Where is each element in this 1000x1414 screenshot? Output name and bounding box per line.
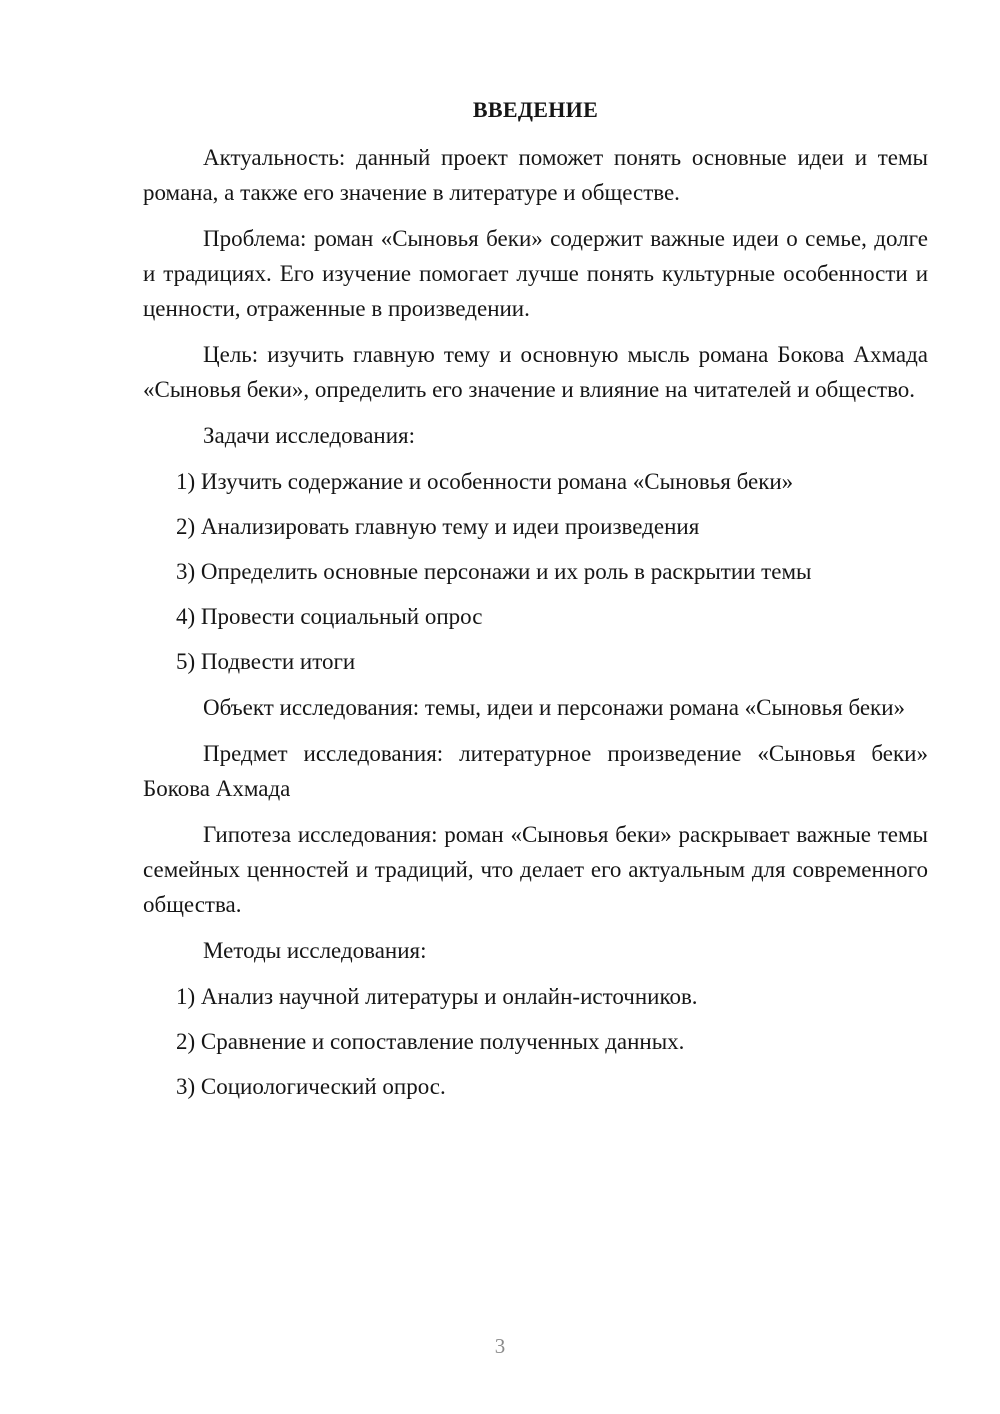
- tasks-heading: Задачи исследования:: [203, 423, 416, 448]
- method-item: 3) Социологический опрос.: [176, 1074, 446, 1099]
- subject-paragraph: Предмет исследования: литературное произведение «Сыновья беки» Бокова Ахмада: [143, 741, 928, 801]
- page-content: [143, 94, 928, 1115]
- page-number: 3: [494, 1334, 506, 1358]
- task-item: 5) Подвести итоги: [176, 649, 356, 674]
- task-item: 4) Провести социальный опрос: [176, 604, 483, 629]
- method-item: 1) Анализ научной литературы и онлайн-источников.: [176, 984, 698, 1009]
- hypothesis-paragraph: Гипотеза исследования: роман «Сыновья беки» раскрывает важные темы семейных ценностей и традиций, что делает его актуальным для современного общества.: [143, 822, 928, 917]
- tasks-list: [143, 464, 928, 679]
- methods-heading: Методы исследования:: [203, 938, 427, 963]
- methods-list: [143, 979, 928, 1104]
- goal-paragraph: Цель: изучить главную тему и основную мысль романа Бокова Ахмада «Сыновья беки», определить его значение и влияние на читателей и общество.: [143, 342, 928, 402]
- problem-paragraph: Проблема: роман «Сыновья беки» содержит важные идеи о семье, долге и традициях. Его изучение помогает лучше понять культурные особенности и ценности, отраженные в произведении.: [143, 226, 928, 321]
- object-paragraph: Объект исследования: темы, идеи и персонажи романа «Сыновья беки»: [203, 695, 906, 720]
- task-item: 1) Изучить содержание и особенности романа «Сыновья беки»: [176, 469, 794, 494]
- task-item: 3) Определить основные персонажи и их роль в раскрытии темы: [176, 559, 812, 584]
- method-item: 2) Сравнение и сопоставление полученных данных.: [176, 1029, 685, 1054]
- task-item: 2) Анализировать главную тему и идеи произведения: [176, 514, 700, 539]
- section-title: ВВЕДЕНИЕ: [472, 97, 599, 122]
- relevance-paragraph: Актуальность: данный проект поможет понять основные идеи и темы романа, а также его значение в литературе и обществе.: [143, 145, 928, 205]
